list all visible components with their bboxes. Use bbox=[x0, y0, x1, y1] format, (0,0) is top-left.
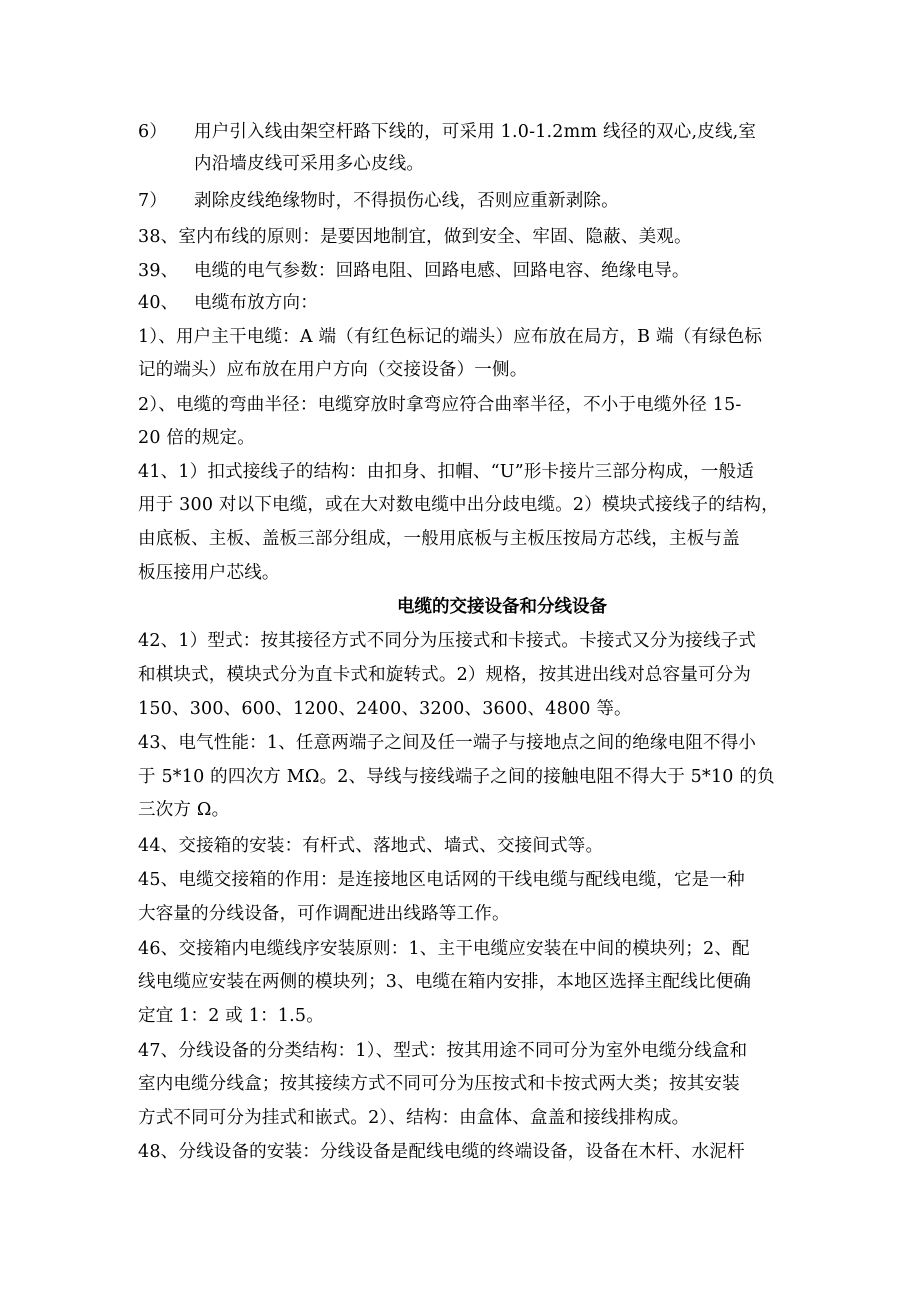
paragraph-line bbox=[138, 1006, 324, 1026]
paragraph-43 bbox=[138, 733, 756, 753]
line-text: 48、分线设备的安装：分线设备是配线电缆的终端设备，设备在木杆、水泥杆 bbox=[138, 1142, 745, 1162]
item-text: 电缆的电气参数：回路电阻、回路电感、回路电容、绝缘电导。 bbox=[194, 261, 690, 281]
line-text: 三次方 Ω。 bbox=[138, 800, 230, 820]
line-text: 2）、电缆的弯曲半径：电缆穿放时拿弯应符合曲率半径，不小于电缆外径 15- bbox=[138, 395, 742, 415]
paragraph-42 bbox=[138, 631, 756, 651]
item-text: 内沿墙皮线可采用多心皮线。 bbox=[194, 154, 425, 174]
line-text: 43、电气性能：1、任意两端子之间及任一端子与接地点之间的绝缘电阻不得小 bbox=[138, 733, 757, 753]
paragraph-39 bbox=[138, 261, 690, 281]
line-text: 45、电缆交接箱的作用：是连接地区电话网的干线电缆与配线电缆，它是一种 bbox=[138, 870, 745, 890]
paragraph-48 bbox=[138, 1142, 745, 1162]
line-text: 41、1）扣式接线子的结构：由扣身、扣帽、“U”形卡接片三部分构成，一般适 bbox=[138, 462, 754, 482]
line-text: 板压接用户芯线。 bbox=[138, 563, 280, 583]
item-number: 7） bbox=[138, 191, 168, 211]
line-text: 室内电缆分线盒；按其接续方式不同可分为压按式和卡按式两大类；按其安装 bbox=[138, 1074, 740, 1094]
list-item-6-continued bbox=[194, 154, 424, 174]
line-text: 用于 300 对以下电缆，或在大对数电缆中出分歧电缆。2）模块式接线子的结构， bbox=[138, 495, 779, 515]
section-heading: 电缆的交接设备和分线设备 bbox=[397, 597, 607, 617]
list-item-6 bbox=[138, 122, 756, 142]
paragraph-44 bbox=[138, 836, 603, 856]
line-text: 46、交接箱内电缆线序安装原则：1、主干电缆应安装在中间的模块列；2、配 bbox=[138, 939, 750, 959]
paragraph-line bbox=[138, 1074, 740, 1094]
paragraph-line bbox=[138, 767, 775, 787]
line-text: 和棋块式，模块式分为直卡式和旋转式。2）规格，按其进出线对总容量可分为 bbox=[138, 665, 752, 685]
item-text: 用户引入线由架空杆路下线的，可采用 1.0-1.2mm 线径的双心,皮线,室 bbox=[194, 122, 757, 142]
item-number: 39、 bbox=[138, 261, 179, 281]
paragraph-line bbox=[138, 800, 229, 820]
paragraph-line bbox=[138, 529, 740, 549]
line-text: 于 5*10 的四次方 MΩ。2、导线与接线端子之间的接触电阻不得大于 5*10 的负 bbox=[138, 767, 775, 787]
item-text: 电缆布放方向： bbox=[194, 293, 318, 313]
line-text: 大容量的分线设备，可作调配进出线路等工作。 bbox=[138, 904, 510, 924]
item-text: 38、室内布线的原则：是要因地制宜，做到安全、牢固、隐蔽、美观。 bbox=[138, 227, 692, 247]
line-text: 定宜 1：2 或 1：1.5。 bbox=[138, 1006, 324, 1026]
item-number: 40、 bbox=[138, 293, 179, 313]
paragraph-line bbox=[138, 395, 742, 415]
line-text: 42、1）型式：按其接径方式不同分为压接式和卡接式。卡接式又分为接线子式 bbox=[138, 631, 757, 651]
line-text: 20 倍的规定。 bbox=[138, 428, 255, 448]
item-text: 剥除皮线绝缘物时，不得损伤心线，否则应重新剥除。 bbox=[194, 191, 619, 211]
paragraph-line bbox=[138, 563, 280, 583]
paragraph-line bbox=[138, 428, 255, 448]
paragraph-line bbox=[138, 1108, 689, 1128]
paragraph-line bbox=[138, 972, 751, 992]
paragraph-47 bbox=[138, 1041, 747, 1061]
line-text: 47、分线设备的分类结构：1）、型式：按其用途不同可分为室外电缆分线盒和 bbox=[138, 1041, 748, 1061]
line-text: 44、交接箱的安装：有杆式、落地式、墙式、交接间式等。 bbox=[138, 836, 604, 856]
paragraph-40 bbox=[138, 293, 318, 313]
paragraph-line bbox=[138, 327, 762, 347]
line-text: 1）、用户主干电缆：A 端（有红色标记的端头）应布放在局方，B 端（有绿色标 bbox=[138, 327, 763, 347]
list-item-7 bbox=[138, 191, 619, 211]
paragraph-45 bbox=[138, 870, 745, 890]
paragraph-line bbox=[138, 665, 751, 685]
item-number: 6） bbox=[138, 122, 168, 142]
paragraph-38 bbox=[138, 227, 692, 247]
paragraph-line bbox=[138, 495, 779, 515]
line-text: 150、300、600、1200、2400、3200、3600、4800 等。 bbox=[138, 699, 632, 719]
paragraph-46 bbox=[138, 939, 750, 959]
paragraph-line bbox=[138, 360, 527, 380]
line-text: 方式不同可分为挂式和嵌式。2）、结构：由盒体、盒盖和接线排构成。 bbox=[138, 1108, 690, 1128]
paragraph-line bbox=[138, 699, 632, 719]
paragraph-41 bbox=[138, 462, 754, 482]
line-text: 线电缆应安装在两侧的模块列；3、电缆在箱内安排，本地区选择主配线比便确 bbox=[138, 972, 752, 992]
line-text: 记的端头）应布放在用户方向（交接设备）一侧。 bbox=[138, 360, 528, 380]
line-text: 由底板、主板、盖板三部分组成，一般用底板与主板压按局方芯线，主板与盖 bbox=[138, 529, 740, 549]
paragraph-line bbox=[138, 904, 510, 924]
